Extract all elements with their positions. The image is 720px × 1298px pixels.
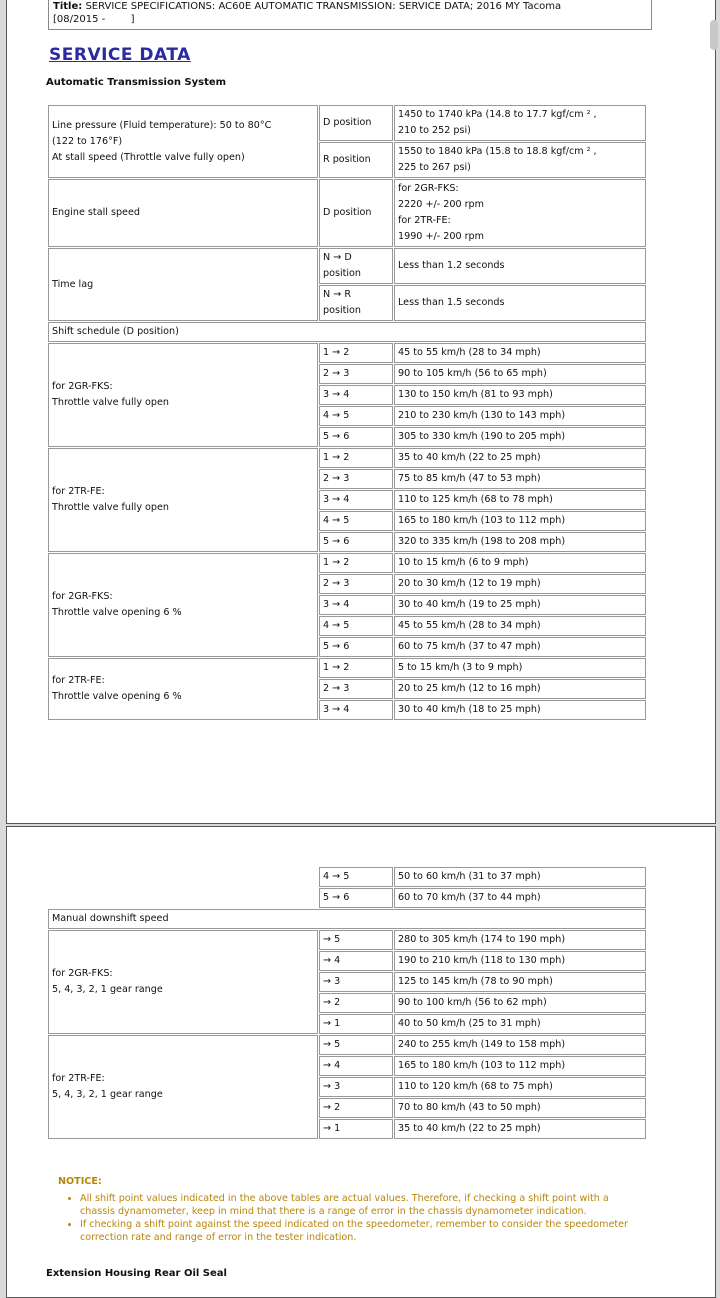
speed-cell: 240 to 255 km/h (149 to 158 mph): [394, 1035, 646, 1055]
shift-cell: 4 → 5: [319, 406, 393, 426]
time-lag-nr: N → R position: [319, 285, 393, 321]
notice-box: [58, 1175, 638, 1244]
shift-cell: → 5: [319, 1035, 393, 1055]
time-lag-nd: N → D position: [319, 248, 393, 284]
speed-cell: 125 to 145 km/h (78 to 90 mph): [394, 972, 646, 992]
next-section-heading: Extension Housing Rear Oil Seal: [46, 1268, 227, 1279]
speed-cell: 280 to 305 km/h (174 to 190 mph): [394, 930, 646, 950]
group-label: for 2TR-FE: Throttle valve fully open: [48, 448, 318, 552]
stall-position: D position: [319, 179, 393, 247]
shift-cell: 5 → 6: [319, 888, 393, 908]
stall-speed-label: Engine stall speed: [48, 179, 318, 247]
speed-cell: 30 to 40 km/h (19 to 25 mph): [394, 595, 646, 615]
speed-cell: 165 to 180 km/h (103 to 112 mph): [394, 511, 646, 531]
shift-cell: 1 → 2: [319, 553, 393, 573]
shift-cell: → 1: [319, 1014, 393, 1034]
speed-cell: 35 to 40 km/h (22 to 25 mph): [394, 448, 646, 468]
title-box: [48, 0, 652, 30]
notice-item: • If checking a shift point against the speed indicated on the speedometer, remember to consider the speedometer correction rate and range of error in the tester indication.: [80, 1218, 638, 1244]
line-pressure-label: Line pressure (Fluid temperature): 50 to 80°C (122 to 176°F) At stall speed (Throttle valve fully open): [48, 105, 318, 178]
speed-cell: 130 to 150 km/h (81 to 93 mph): [394, 385, 646, 405]
shift-cell: → 1: [319, 1119, 393, 1139]
speed-cell: 305 to 330 km/h (190 to 205 mph): [394, 427, 646, 447]
shift-cell: 4 → 5: [319, 511, 393, 531]
speed-cell: 50 to 60 km/h (31 to 37 mph): [394, 867, 646, 887]
shift-cell: → 2: [319, 1098, 393, 1118]
stall-speed-value: for 2GR-FKS: 2220 +/- 200 rpm for 2TR-FE: 1990 +/- 200 rpm: [394, 179, 646, 247]
speed-cell: 320 to 335 km/h (198 to 208 mph): [394, 532, 646, 552]
shift-cell: 4 → 5: [319, 867, 393, 887]
page-title: SERVICE DATA: [49, 45, 191, 65]
date-range: [08/2015 - ]: [53, 14, 135, 25]
r-position-value: 1550 to 1840 kPa (15.8 to 18.8 kgf/cm ² , 225 to 267 psi): [394, 142, 646, 178]
shift-cell: 1 → 2: [319, 448, 393, 468]
group-label: for 2GR-FKS: Throttle valve fully open: [48, 343, 318, 447]
shift-cell: 1 → 2: [319, 658, 393, 678]
section-subheading: Automatic Transmission System: [46, 77, 227, 88]
shift-cell: 3 → 4: [319, 595, 393, 615]
shift-cell: 2 → 3: [319, 469, 393, 489]
speed-cell: 30 to 40 km/h (18 to 25 mph): [394, 700, 646, 720]
manual-downshift-heading: Manual downshift speed: [48, 909, 646, 929]
shift-cell: 1 → 2: [319, 343, 393, 363]
speed-cell: 190 to 210 km/h (118 to 130 mph): [394, 951, 646, 971]
speed-cell: 45 to 55 km/h (28 to 34 mph): [394, 616, 646, 636]
d-position-value: 1450 to 1740 kPa (14.8 to 17.7 kgf/cm ² , 210 to 252 psi): [394, 105, 646, 141]
group-label: for 2TR-FE: 5, 4, 3, 2, 1 gear range: [48, 1035, 318, 1139]
shift-cell: 2 → 3: [319, 679, 393, 699]
speed-cell: 210 to 230 km/h (130 to 143 mph): [394, 406, 646, 426]
d-position-cell: D position: [319, 105, 393, 141]
shift-cell: 3 → 4: [319, 700, 393, 720]
speed-cell: 60 to 75 km/h (37 to 47 mph): [394, 637, 646, 657]
speed-cell: 35 to 40 km/h (22 to 25 mph): [394, 1119, 646, 1139]
shift-schedule-heading: Shift schedule (D position): [48, 322, 646, 342]
speed-cell: 110 to 120 km/h (68 to 75 mph): [394, 1077, 646, 1097]
shift-cell: → 2: [319, 993, 393, 1013]
shift-cell: 2 → 3: [319, 364, 393, 384]
shift-cell: → 3: [319, 972, 393, 992]
shift-cell: 4 → 5: [319, 616, 393, 636]
speed-cell: 40 to 50 km/h (25 to 31 mph): [394, 1014, 646, 1034]
shift-cell: → 5: [319, 930, 393, 950]
time-lag-nr-value: Less than 1.5 seconds: [394, 285, 646, 321]
time-lag-nd-value: Less than 1.2 seconds: [394, 248, 646, 284]
service-data-table: [47, 104, 647, 721]
title-label: Title:: [53, 1, 83, 12]
shift-cell: → 4: [319, 1056, 393, 1076]
shift-cell: → 4: [319, 951, 393, 971]
shift-cell: 5 → 6: [319, 637, 393, 657]
shift-cell: 5 → 6: [319, 532, 393, 552]
speed-cell: 20 to 25 km/h (12 to 16 mph): [394, 679, 646, 699]
group-label: for 2GR-FKS: Throttle valve opening 6 %: [48, 553, 318, 657]
shift-cell: 2 → 3: [319, 574, 393, 594]
speed-cell: 165 to 180 km/h (103 to 112 mph): [394, 1056, 646, 1076]
group-label: for 2TR-FE: Throttle valve opening 6 %: [48, 658, 318, 720]
shift-cell: → 3: [319, 1077, 393, 1097]
notice-title: NOTICE:: [58, 1176, 102, 1187]
speed-cell: 70 to 80 km/h (43 to 50 mph): [394, 1098, 646, 1118]
speed-cell: 5 to 15 km/h (3 to 9 mph): [394, 658, 646, 678]
speed-cell: 20 to 30 km/h (12 to 19 mph): [394, 574, 646, 594]
blank-cell: [48, 867, 318, 908]
shift-cell: 3 → 4: [319, 385, 393, 405]
service-data-table-continued: [47, 866, 647, 1140]
notice-item: • All shift point values indicated in the above tables are actual values. Therefore, if checking a shift point with a chassis dynamometer, keep in mind that there is a range of error in the chassis dynamometer indication.: [80, 1192, 638, 1218]
speed-cell: 10 to 15 km/h (6 to 9 mph): [394, 553, 646, 573]
scrollbar[interactable]: [706, 0, 720, 1280]
speed-cell: 110 to 125 km/h (68 to 78 mph): [394, 490, 646, 510]
speed-cell: 60 to 70 km/h (37 to 44 mph): [394, 888, 646, 908]
title-text: SERVICE SPECIFICATIONS: AC60E AUTOMATIC TRANSMISSION: SERVICE DATA; 2016 MY Tacoma: [85, 1, 562, 12]
speed-cell: 45 to 55 km/h (28 to 34 mph): [394, 343, 646, 363]
speed-cell: 90 to 100 km/h (56 to 62 mph): [394, 993, 646, 1013]
speed-cell: 90 to 105 km/h (56 to 65 mph): [394, 364, 646, 384]
r-position-cell: R position: [319, 142, 393, 178]
shift-cell: 5 → 6: [319, 427, 393, 447]
group-label: for 2GR-FKS: 5, 4, 3, 2, 1 gear range: [48, 930, 318, 1034]
shift-cell: 3 → 4: [319, 490, 393, 510]
time-lag-label: Time lag: [48, 248, 318, 321]
scrollbar-thumb[interactable]: [710, 20, 718, 50]
speed-cell: 75 to 85 km/h (47 to 53 mph): [394, 469, 646, 489]
